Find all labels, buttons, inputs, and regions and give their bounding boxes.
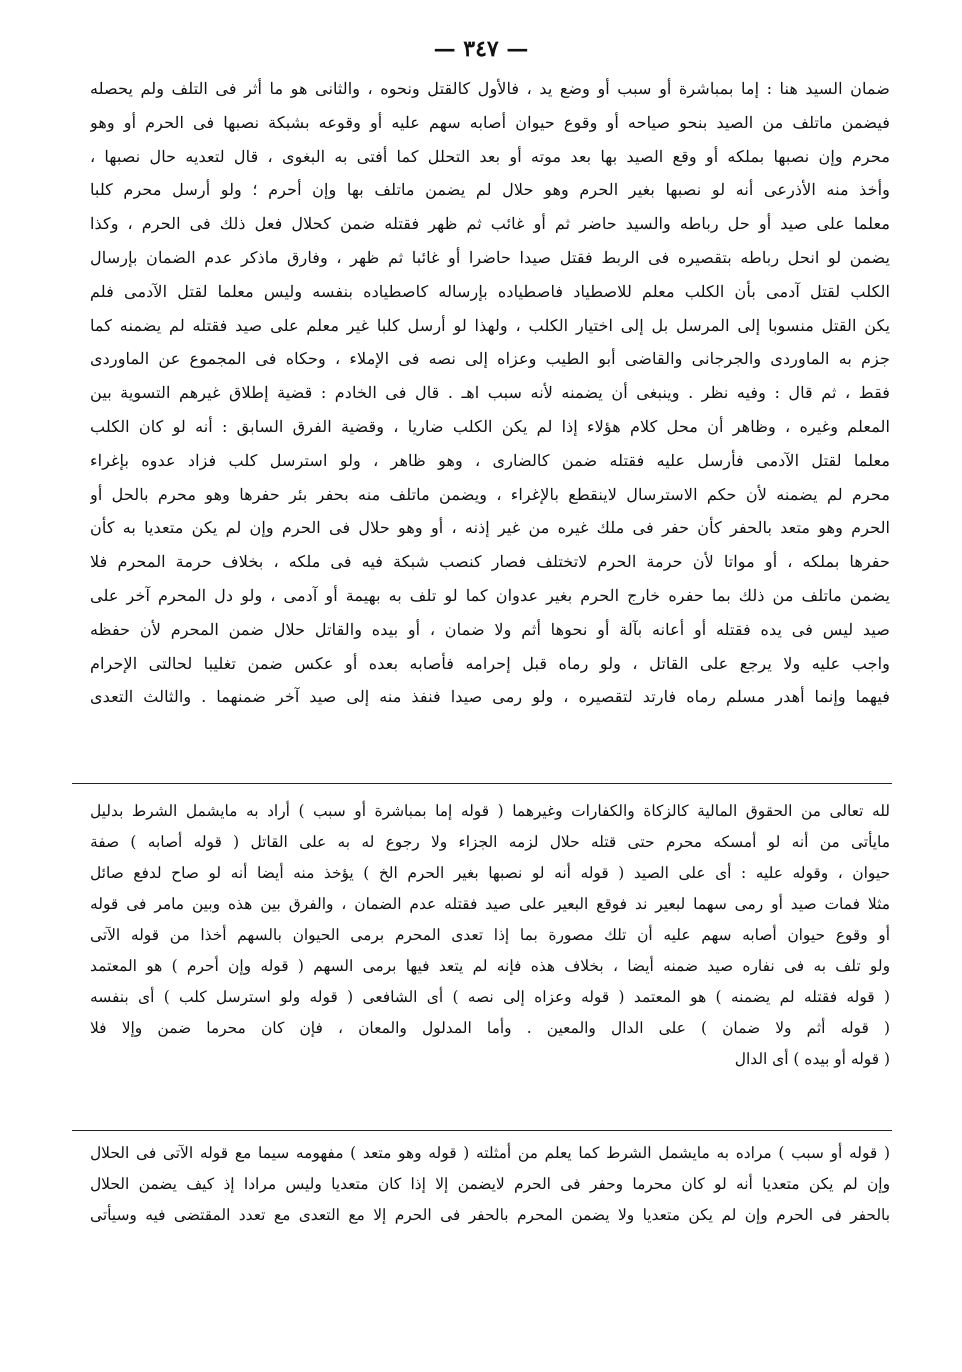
text-line: يضمن ماتلف من ذلك بما حفره خارج الحرم بغير عدوان كما لو تلف به بهيمة أو آدمى ، ولو دل المحرم آخر على (90, 585, 890, 605)
text-line: بالحفر فى الحرم وإن لم يكن متعديا ولا يضمن المحرم بالحفر فى الحرم إلا مع التعدى مع تعدد المقتضى فيه وسيأتى (90, 1206, 890, 1224)
text-line: فيضمن ماتلف من الصيد بنحو صياحه أو وقوع حيوان أصابه سهم عليه أو وقوعه بشبكة نصبها فى الحرم أو وهو (90, 112, 890, 132)
text-line: مثلا فمات صيد أو رمى سهما لبعير ند فوقع البعير على صيد فقتله عدم الضمان ، والفرق بين هذه وبين مامر فى قوله (90, 895, 890, 913)
text-line: ضمان السيد هنا : إما بمباشرة أو سبب أو وضع يد ، فالأول كالقتل ونحوه ، والثانى هو ما أثر فى التلف ولم يحصله (90, 79, 890, 98)
text-line: المعلم وغيره ، وظاهر أن محل كلام هؤلاء إذا لم يكن الكلب ضاريا ، وقضية الفرق السابق : أنه لو كان الكلب (90, 416, 890, 436)
text-line: ولو تلف به فى نفاره صيد ضمنه أيضا ، بخلاف هذه فإنه لم يتعد فيها برمى السهم ( قوله وإن أحرم ) هو المعتمد (90, 957, 890, 975)
text-line: مايأتى من أنه لو أمسكه محرم حتى قتله حلال لزمه الجزاء ولا رجوع له به على القاتل ( قوله أصابه ) صفة (90, 833, 890, 851)
footnote-divider (72, 1130, 892, 1131)
footnote-commentary-a (90, 796, 890, 1075)
text-line: معلما لقتل الآدمى فأرسل عليه فقتله ضمن كالضارى ، وهو ظاهر ، ولو استرسل كلب فزاد عدوه بإغراء (90, 450, 890, 470)
text-line: حيوان ، وقوله عليه : أى على الصيد ( قوله أنه لو نصبها بغير الحرم الخ ) يؤخذ منه أيضا أنه لو صاح لدفع صائل (90, 864, 890, 882)
text-line: ( قوله أو سبب ) مراده به مايشمل الشرط كما يعلم من أمثلته ( قوله وهو متعد ) مفهومه سيما مع قوله الآتى فى الحلال (90, 1144, 890, 1162)
text-line: يضمن لو انحل رباطه بتقصيره فى الربط فقتل صيدا حاضرا أو غائبا ثم ظهر ، وفارق ماذكر عدم الضمان بإرسال (90, 247, 890, 267)
text-line: الكلب لقتل آدمى بأن الكلب معلم للاصطياد فاصطياده بإرساله كاصطياده بنفسه وليس معلما لقتل الآدمى فلم (90, 281, 890, 301)
text-line: جزم به الماوردى والجرجانى والقاضى أبو الطيب وعزاه إلى نصه فى الإملاء ، وحكاه فى المجموع عن الماوردى (90, 349, 890, 369)
text-line: فيهما وإنما أهدر مسلم رماه فارتد لتقصيره ، ولو رمى صيدا فنفذ منه إلى صيد آخر ضمنهما . والثالث التعدى (90, 687, 890, 707)
text-line: لله تعالى من الحقوق المالية كالزكاة والكفارات وغيرهما ( قوله إما بمباشرة أو سبب ) أراد به مايشمل الشرط بدليل (90, 802, 890, 820)
text-line: صيد ليس فى يده فقتله أو أعانه بآلة أو نحوها أثم ولا ضمان ، أو بيده والقاتل حلال ضمن المحرم لأن حفظه (90, 619, 890, 639)
text-line: حفرها بملكه ، أو مواتا لأن حرمة الحرم لاتختلف فصار كنصب شبكة فيه فى ملكه ، بخلاف حرمة المحرم فلا (90, 552, 890, 572)
text-line: واجب عليه ولا يرجع على القاتل ، ولو رماه قبل إحرامه فأصابه بعده أو عكس ضمن تغليبا لحالتى الإحرام (90, 653, 890, 673)
text-line: ( قوله أو بيده ) أى الدال (734, 1050, 890, 1068)
page-number: — ٣٤٧ — (433, 36, 529, 62)
text-line: الحرم وهو متعد بالحفر كأن حفر فى ملك غيره من غير إذنه ، أو وهو حلال فى الحرم وإن لم يكن متعديا به كأن (90, 518, 890, 538)
text-line: يكن القتل منسوبا إلى المرسل بل إلى اختيار الكلب ، ولهذا لو أرسل كلبا غير معلم على صيد فقتله لم يضمنه كما (90, 315, 890, 335)
text-line: معلما على صيد أو حل رباطه والسيد حاضر ثم أو غائب ثم ظهر فقتله ضمن كحلال فعل ذلك فى الحرم ، وكذا (90, 214, 890, 234)
main-text (90, 72, 890, 714)
text-line: أو وقوع حيوان أصابه سهم عليه أن تلك مصورة بما إذا تعدى المحرم برمى الحيوان بالسهم أخذا من قوله الآتى (90, 926, 890, 944)
text-line: ( قوله أثم ولا ضمان ) على الدال والمعين . وأما المدلول والمعان ، فإن كان محرما ضمن وإلا فلا (90, 1019, 890, 1037)
footnote-divider (72, 783, 892, 784)
text-line: وأخذ منه الأذرعى أنه لو نصبها بغير الحرم وهو حلال لم يضمن ماتلف بها وإن أحرم ؛ ولو أرسل محرم كلبا (90, 180, 890, 200)
footnote-commentary-b (90, 1138, 890, 1231)
text-line: فقط ، ثم قال : وفيه نظر . وينبغى أن يضمنه لأنه سبب اهـ . قال فى الخادم : قضية إطلاق غيرهم التسوية بين (90, 383, 890, 403)
text-line: وإن لم يكن متعديا أنه لو كان محرما وحفر فى الحرم لايضمن إلا إذا كان متعديا وليس مرادا إذ كيف يضمن الحلال (90, 1175, 890, 1193)
text-line: ( قوله فقتله لم يضمنه ) هو المعتمد ( قوله وعزاه إلى نصه ) أى الشافعى ( قوله ولو استرسل كلب ) أى بنفسه (90, 988, 890, 1006)
text-line: محرم وإن نصبها بملكه أو وقع الصيد بها بعد موته أو بعد التحلل كما أفتى به البغوى ، قال لتعديه حال نصبها ، (90, 146, 890, 166)
text-line: محرم لم يضمنه لأن حكم الاسترسال لاينقطع بالإغراء ، ويضمن ماتلف منه بحفر بئر حفرها وهو محرم بالحل أو (90, 484, 890, 504)
